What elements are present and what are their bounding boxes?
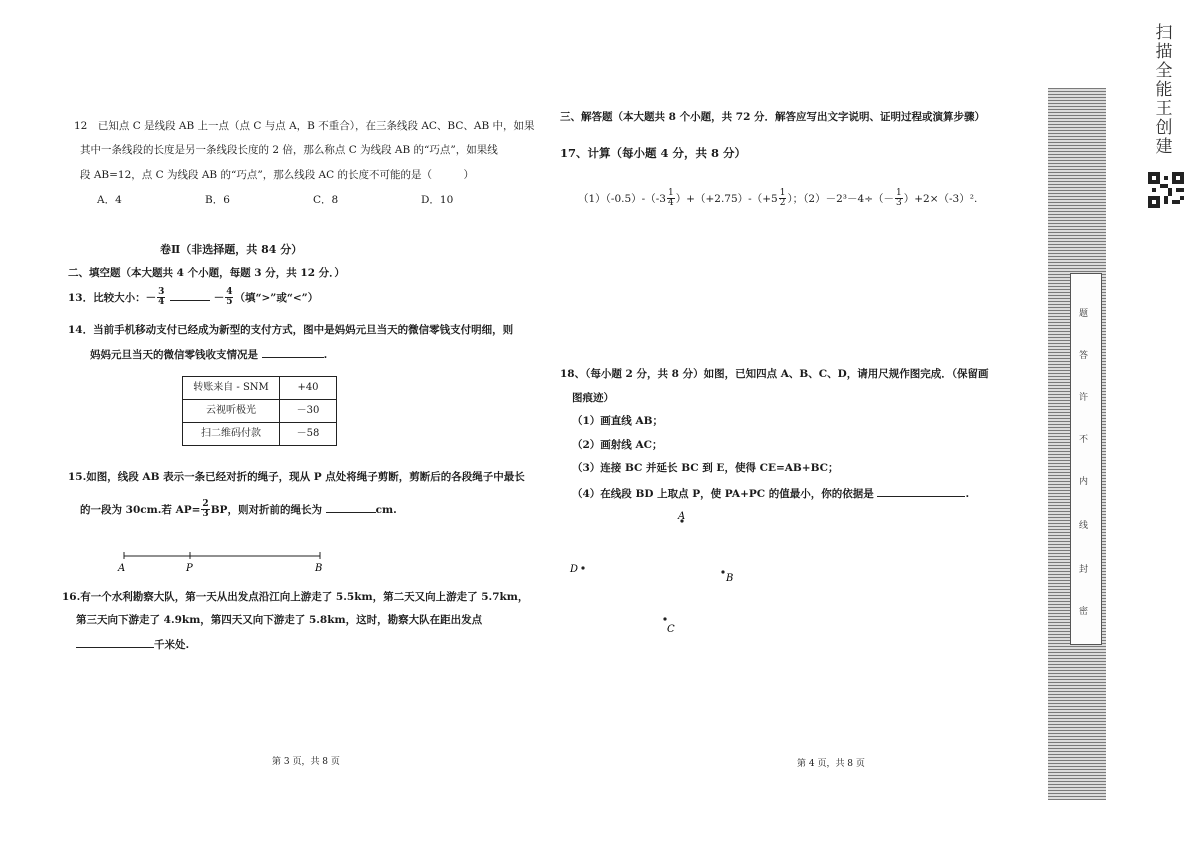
- question-18-line-2: 图痕迹）: [572, 392, 614, 404]
- question-14-line-1: 14．当前手机移动支付已经成为新型的支付方式，图中是妈妈元旦当天的微信零钱支付明细，则: [68, 324, 514, 336]
- question-17-expressions: （1）（-0.5）-（-3 $\frac{1}{4}$ ）+（+2.75）-（+5 $\frac{1}{2}$ ）；（2）－2³－4÷（－ $\frac{1}{3}$ ）+2×（-3）².: [578, 188, 978, 209]
- q17-fraction-1: $\frac{1}{4}$: [667, 188, 674, 209]
- table-row: [183, 377, 337, 400]
- section-2-title: 二、填空题（本大题共 4 个小题，每题 3 分，共 12 分．）: [68, 267, 345, 279]
- volume-2-title: 卷Ⅱ（非选择题，共 84 分）: [160, 243, 303, 256]
- margin-char: 许: [1079, 393, 1089, 403]
- margin-char: 答: [1079, 351, 1089, 361]
- label-point-d: D: [570, 564, 579, 575]
- point-d: [581, 566, 584, 569]
- table-cell-amount: －30: [280, 400, 337, 423]
- label-p: P: [186, 563, 193, 574]
- margin-char: 内: [1079, 477, 1089, 487]
- margin-char: 线: [1079, 521, 1089, 531]
- question-12-line-2: 其中一条线段的长度是另一条线段长度的 2 倍，那么称点 C 为线段 AB 的“巧点”，如果线: [80, 144, 498, 156]
- q18-answer-blank[interactable]: [877, 486, 965, 497]
- label-point-a: A: [678, 511, 686, 522]
- question-15-line-2: 的一段为 30cm.若 AP= $\frac{2}{3}$ BP，则对折前的绳长为 cm.: [80, 499, 397, 520]
- option-d: D．10: [421, 194, 454, 206]
- q15-answer-blank[interactable]: [326, 502, 376, 513]
- segment-ab-diagram: [110, 548, 340, 574]
- scanner-watermark: 扫描全能王 创建: [1155, 23, 1173, 157]
- option-c: C．8: [313, 194, 339, 206]
- margin-char: 题: [1079, 309, 1089, 319]
- table-cell-amount: －58: [280, 423, 337, 446]
- question-12-line-1: 12 已知点 C 是线段 AB 上一点（点 C 与点 A，B 不重合），在三条线段 AC、BC、AB 中，如果: [74, 120, 535, 132]
- table-cell-item: 转账来自 - SNM: [183, 377, 280, 400]
- qr-code-icon: [1148, 172, 1184, 208]
- table-row: [183, 400, 337, 423]
- q13-suffix: （填“>”或“<”）: [234, 291, 319, 304]
- margin-char: 不: [1079, 435, 1089, 445]
- table-cell-amount: +40: [280, 377, 337, 400]
- page-footer-4: 第 4 页，共 8 页: [797, 759, 865, 769]
- label-point-c: C: [667, 624, 675, 635]
- question-18-item-4: （4）在线段 BD 上取点 P，使 PA+PC 的值最小，你的依据是 .: [572, 488, 970, 500]
- page-footer-3: 第 3 页，共 8 页: [272, 757, 340, 767]
- label-a: A: [118, 563, 126, 574]
- question-18-item-2: （2）画射线 AC；: [572, 439, 663, 451]
- question-16-line-2: 第三天向下游走了 4.9km，第四天又向下游走了 5.8km，这时，勘察大队在距出发点: [76, 614, 483, 626]
- question-18-line-1: 18、（每小题 2 分，共 8 分）如图，已知四点 A、B、C、D，请用尺规作图完成．（保留画: [560, 368, 989, 380]
- four-points-diagram: [560, 505, 750, 640]
- margin-char: 密: [1079, 607, 1089, 617]
- question-18-item-3: （3）连接 BC 并延长 BC 到 E，使得 CE=AB+BC；: [572, 462, 839, 474]
- q13-prefix: 13．比较大小：－: [68, 291, 157, 304]
- binding-margin-box: [1070, 273, 1102, 645]
- option-a: A．4: [97, 194, 122, 206]
- wechat-payment-table: [182, 376, 337, 446]
- q16-answer-blank[interactable]: [76, 637, 154, 648]
- section-3-title: 三、解答题（本大题共 8 个小题，共 72 分．解答应写出文字说明、证明过程或演算步骤）: [560, 111, 986, 123]
- q17-fraction-2: $\frac{1}{2}$: [779, 188, 786, 209]
- table-row: [183, 423, 337, 446]
- question-17-title: 17、计算（每小题 4 分，共 8 分）: [560, 146, 747, 160]
- option-b: B．6: [205, 194, 230, 206]
- question-13: [68, 288, 318, 308]
- question-12-options: [97, 193, 529, 208]
- q17-fraction-3: $\frac{1}{3}$: [896, 188, 902, 209]
- q13-fraction-2: $\frac{4}{5}$: [226, 287, 233, 308]
- table-cell-item: 扫二维码付款: [183, 423, 280, 446]
- margin-char: 封: [1079, 565, 1089, 575]
- question-18-item-1: （1）画直线 AB；: [572, 415, 663, 427]
- question-12-line-3: 段 AB=12，点 C 为线段 AB 的“巧点”，那么线段 AC 的长度不可能的是（ ）: [80, 169, 475, 181]
- q13-minus: －: [213, 291, 225, 304]
- table-cell-item: 云视听极光: [183, 400, 280, 423]
- binding-margin: [1048, 88, 1106, 800]
- point-b: [721, 570, 724, 573]
- label-b: B: [315, 563, 323, 574]
- question-16-line-1: 16.有一个水利勘察大队，第一天从出发点沿江向上游走了 5.5km，第二天又向上游走了 5.7km，: [62, 591, 529, 603]
- question-15-line-1: 15.如图，线段 AB 表示一条已经对折的绳子，现从 P 点处将绳子剪断，剪断后的各段绳子中最长: [68, 471, 525, 483]
- question-14-line-2: 妈妈元旦当天的微信零钱收支情况是 .: [90, 349, 328, 361]
- q13-fraction-1: $\frac{3}{4}$: [158, 287, 165, 308]
- label-point-b: B: [726, 573, 734, 584]
- q15-fraction: $\frac{2}{3}$: [202, 499, 209, 520]
- question-16-line-3: 千米处.: [76, 637, 189, 653]
- q13-answer-blank[interactable]: [170, 290, 210, 301]
- q14-answer-blank[interactable]: [262, 347, 324, 358]
- point-c: [663, 617, 666, 620]
